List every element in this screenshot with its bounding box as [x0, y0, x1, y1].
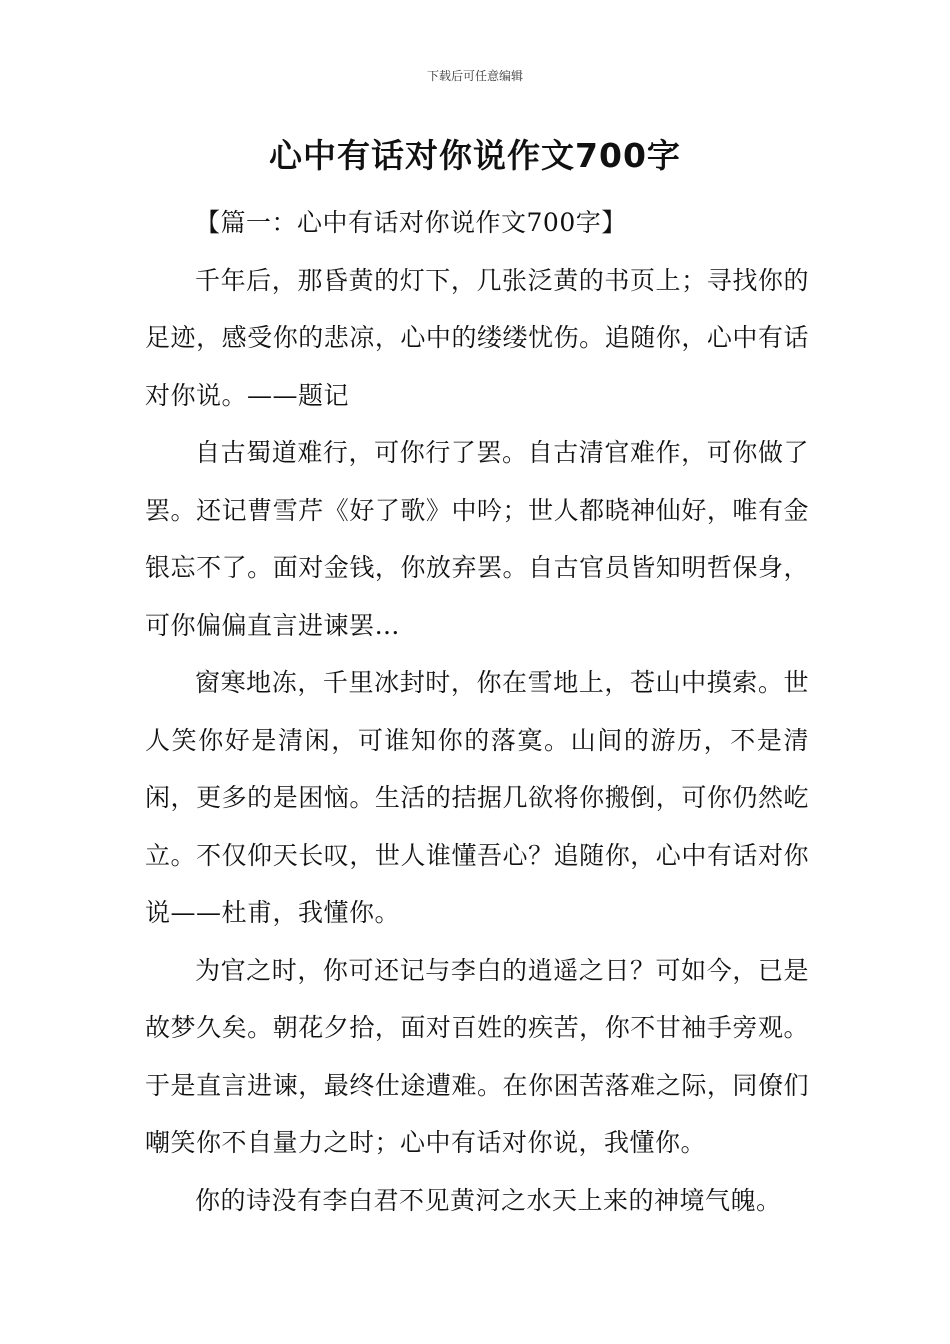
paragraph: 千年后，那昏黄的灯下，几张泛黄的书页上；寻找你的足迹，感受你的悲凉，心中的缕缕忧伤。追随你，心中有话对你说。——题记 [145, 265, 809, 410]
paragraph: 你的诗没有李白君不见黄河之水天上来的神境气魄。 [195, 1185, 782, 1215]
document-body [145, 194, 809, 1229]
paragraph: 自古蜀道难行，可你行了罢。自古清官难作，可你做了罢。还记曹雪芹《好了歌》中吟；世人都晓神仙好，唯有金银忘不了。面对金钱，你放弃罢。自古官员皆知明哲保身，可你偏偏直言进谏罢… [145, 438, 809, 640]
section-heading: 【篇一：心中有话对你说作文700字】 [195, 208, 627, 237]
document-title: 心中有话对你说作文700字 [269, 136, 681, 175]
header-note: 下载后可任意编辑 [426, 69, 523, 83]
paragraph: 窗寒地冻，千里冰封时，你在雪地上，苍山中摸索。世人笑你好是清闲，可谁知你的落寞。山间的游历，不是清闲，更多的是困恼。生活的拮据几欲将你搬倒，可你仍然屹立。不仅仰天长叹，世人谁懂吾心？追随你，心中有话对你说——杜甫，我懂你。 [145, 668, 809, 927]
paragraph: 为官之时，你可还记与李白的逍遥之日？可如今，已是故梦久矣。朝花夕拾，面对百姓的疾苦，你不甘袖手旁观。于是直言进谏，最终仕途遭难。在你困苦落难之际，同僚们嘲笑你不自量力之时；心中有话对你说，我懂你。 [145, 955, 809, 1157]
